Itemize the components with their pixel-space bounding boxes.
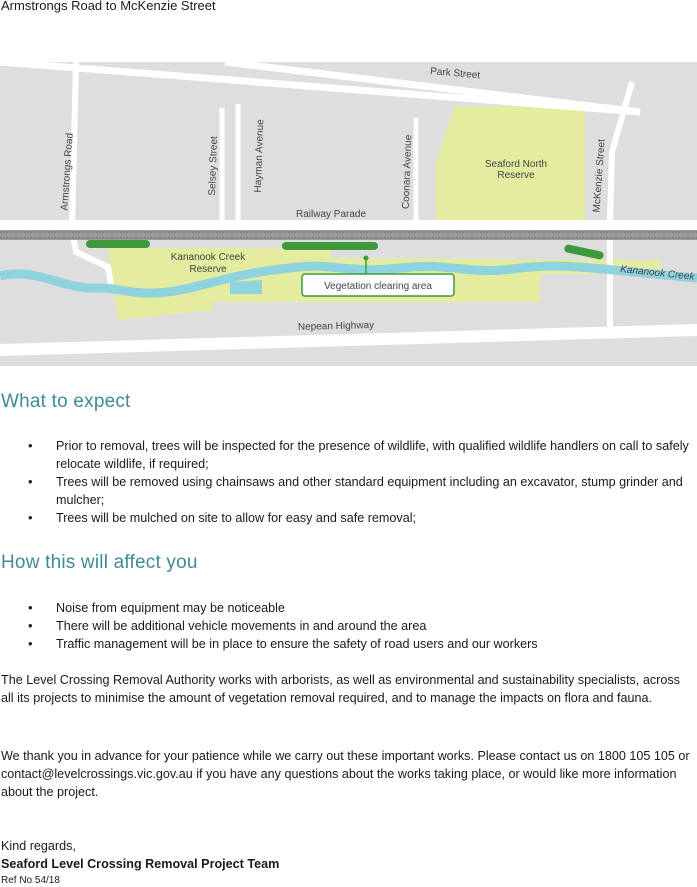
list-item: • Noise from equipment may be noticeable	[0, 599, 690, 617]
railway-parade-label: Railway Parade	[296, 209, 367, 220]
list-item: • Trees will be removed using chainsaws and other standard equipment including an excavator, stump grinder and mulcher;	[0, 473, 690, 509]
how-this-affects-you-heading: How this will affect you	[1, 552, 198, 573]
list-item: • There will be additional vehicle movements in and around the area	[0, 617, 690, 635]
project-team-signature: Seaford Level Crossing Removal Project Team	[1, 857, 280, 871]
how-this-affects-you-list	[0, 599, 690, 653]
seaford-north-reserve-label-2: Reserve	[497, 170, 535, 181]
hayman-avenue-label: Hayman Avenue	[252, 119, 267, 193]
kananook-creek-reserve-label-2: Reserve	[189, 264, 227, 275]
armstrongs-road-label: Armstrongs Road	[59, 132, 76, 212]
list-item: • Trees will be mulched on site to allow for easy and safe removal;	[0, 509, 690, 527]
list-item: • Prior to removal, trees will be inspected for the presence of wildlife, with qualified wildlife handlers on call to safely relocate wildlife, if required;	[0, 437, 690, 473]
authority-paragraph: The Level Crossing Removal Authority works with arborists, as well as environmental and sustainability specialists, across all its projects to minimise the amount of vegetation removal required, and to manage the impacts on flora and fauna.	[1, 673, 680, 705]
mckenzie-street-label: McKenzie Street	[591, 138, 608, 213]
park-street-label: Park Street	[429, 66, 481, 82]
clearing-area-central	[282, 242, 378, 250]
what-to-expect-heading: What to expect	[1, 391, 131, 412]
clearing-area-west	[86, 240, 150, 248]
kananook-creek-reserve-label-1: Kananook Creek	[170, 252, 246, 263]
coonara-avenue-label: Coonara Avenue	[400, 134, 415, 210]
selsey-street-label: Selsey Street	[206, 135, 221, 196]
thanks-paragraph: We thank you in advance for your patience while we carry out these important works. Please contact us on 1800 105 105 or contact@levelcrossings.vic.gov.au if you have any questions about the works taking place, or would like more information about the project.	[1, 749, 690, 799]
seaford-north-reserve-label-1: Seaford North	[484, 159, 548, 170]
nepean-highway-label: Nepean Highway	[297, 320, 375, 333]
page-title: Armstrongs Road to McKenzie Street	[1, 0, 216, 13]
railway-parade-road	[0, 220, 697, 230]
what-to-expect-list	[0, 437, 690, 527]
kananook-creek-label: Kananook Creek	[619, 264, 695, 283]
callout-label: Vegetation clearing area	[324, 281, 432, 292]
kind-regards: Kind regards,	[1, 839, 76, 853]
reference-number: Ref No 54/18	[1, 875, 60, 886]
list-item: • Traffic management will be in place to ensure the safety of road users and our workers	[0, 635, 690, 653]
site-map	[0, 62, 697, 366]
